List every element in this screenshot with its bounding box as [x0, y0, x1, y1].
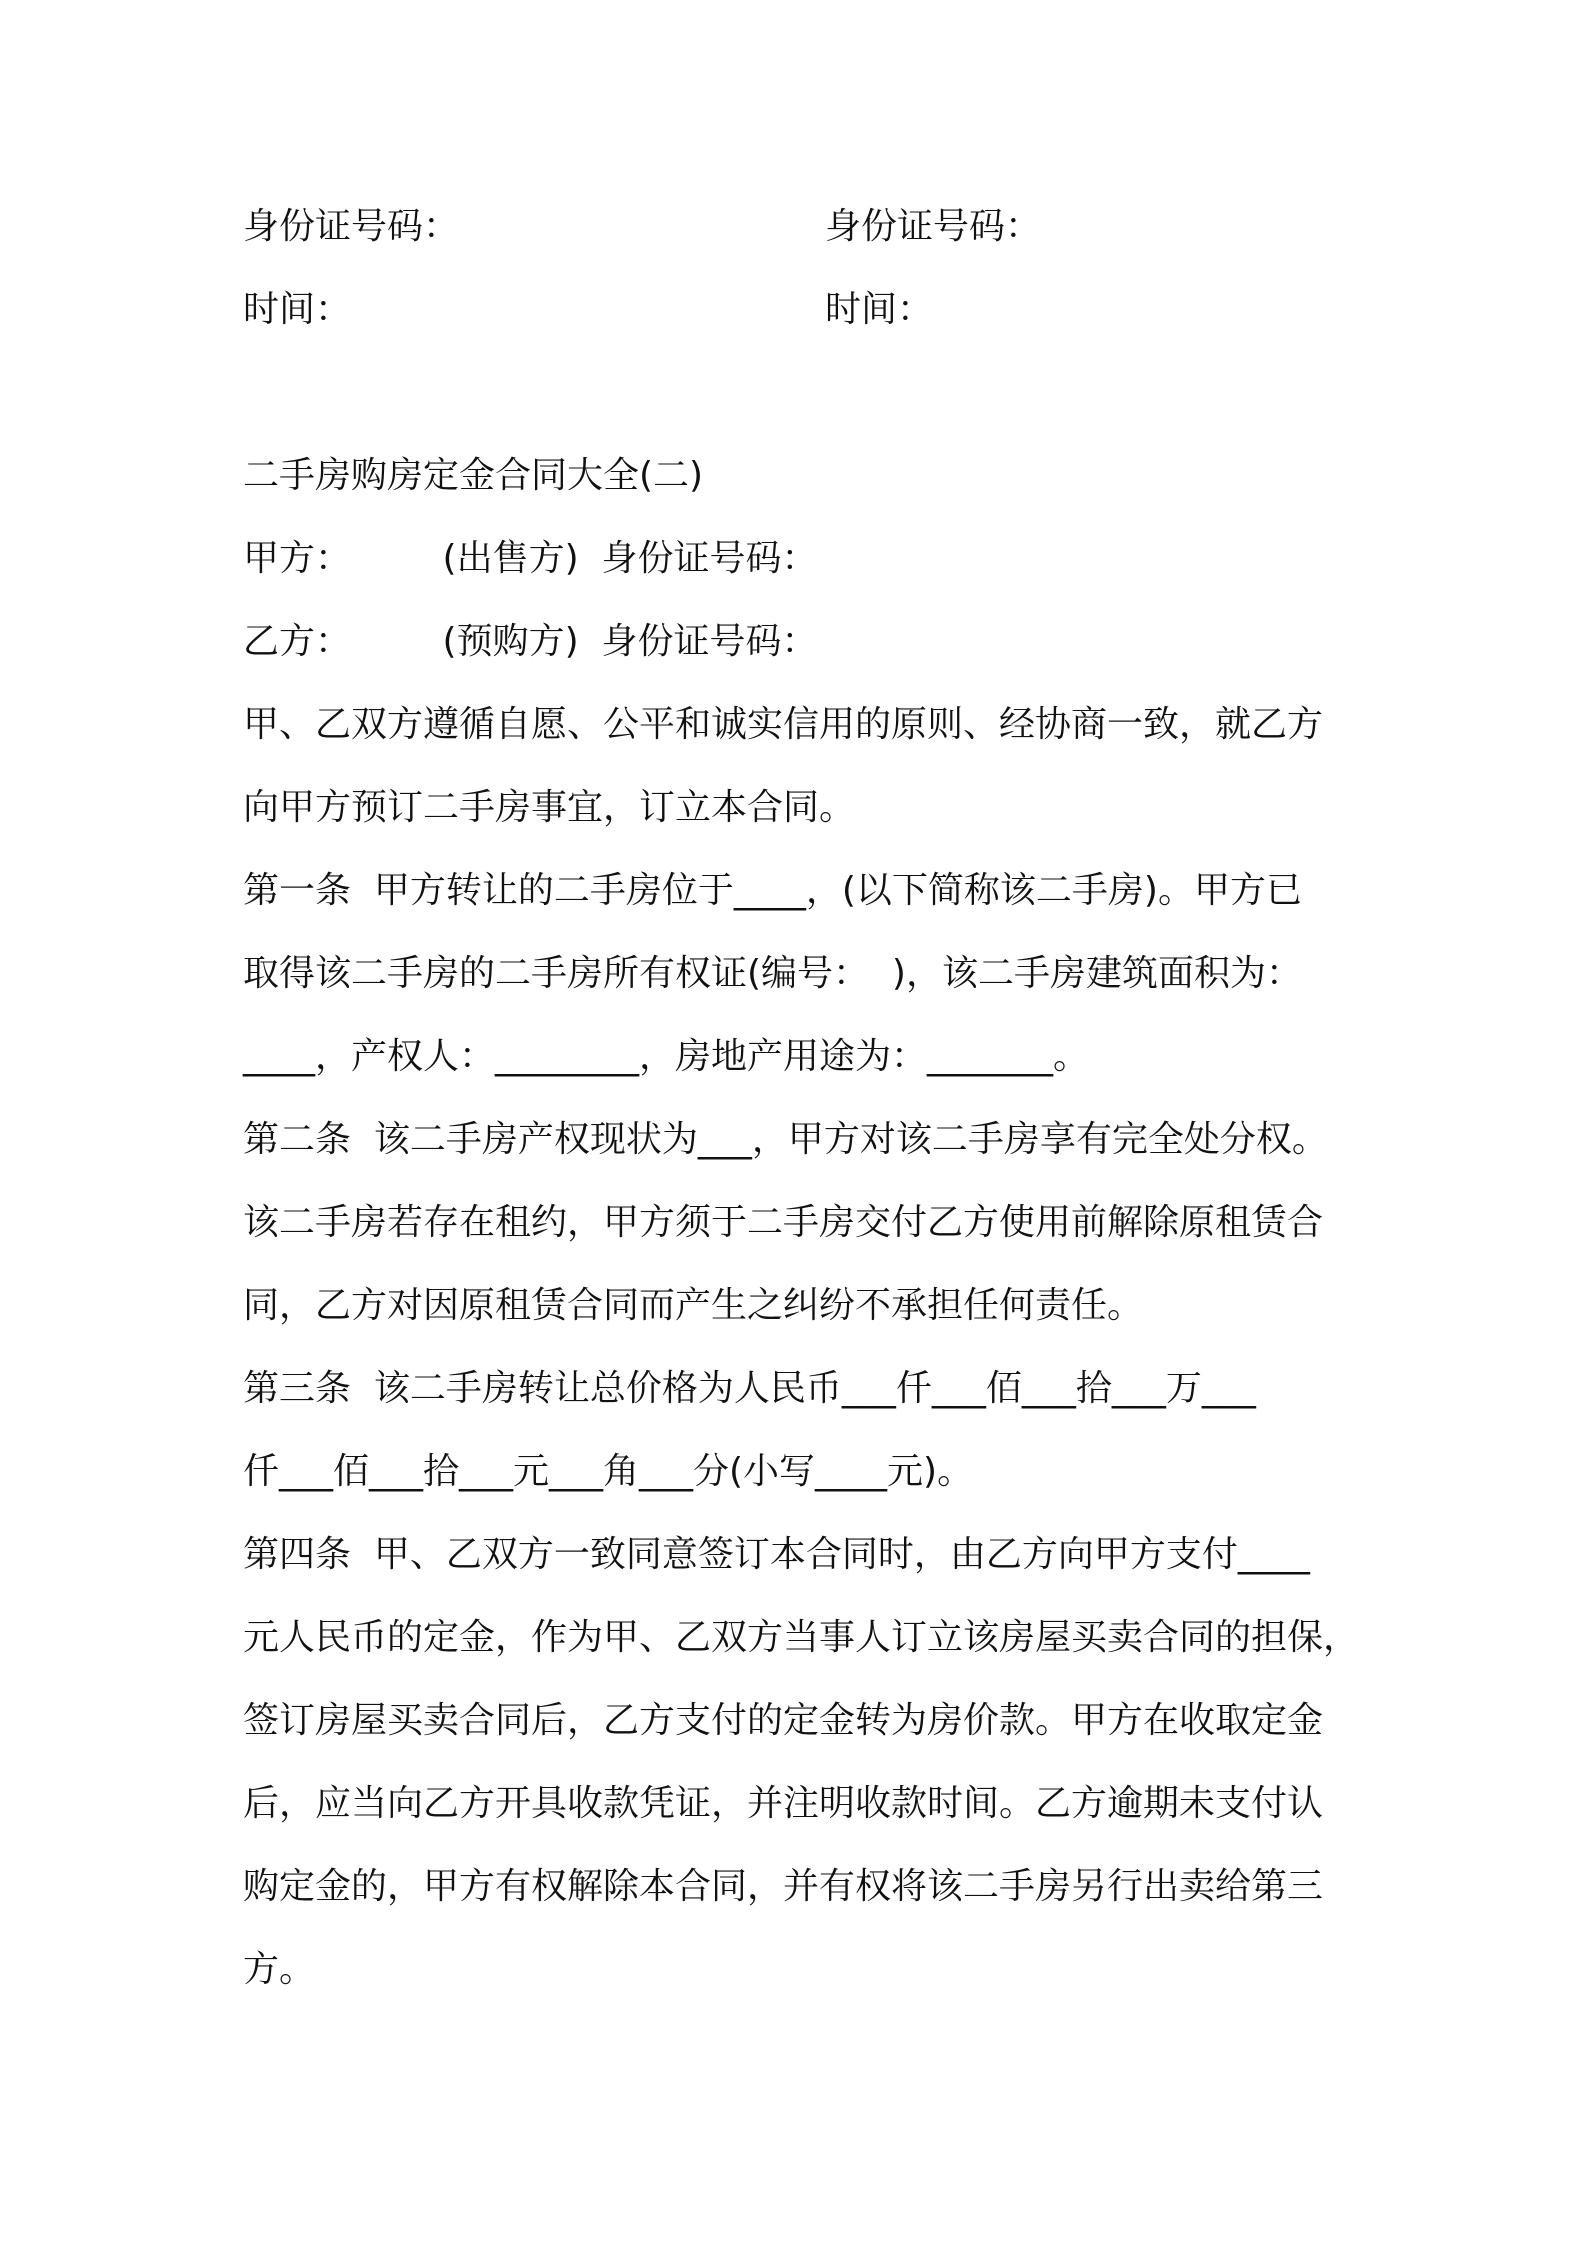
- body-line: 元人民币的定金，作为甲、乙双方当事人订立该房屋买卖合同的担保，: [243, 1617, 1360, 1658]
- article-1-line: 第一条 甲方转让的二手房位于____，(以下简称该二手房)。甲方已: [243, 870, 1302, 911]
- party-b-line: 乙方： (预购方) 身份证号码：: [243, 621, 818, 662]
- body-line: 签订房屋买卖合同后，乙方支付的定金转为房价款。甲方在收取定金: [243, 1700, 1324, 1741]
- body-line: 该二手房若存在租约，甲方须于二手房交付乙方使用前解除原租赁合: [243, 1202, 1324, 1243]
- body-line: ____，产权人：________，房地产用途为：_______。: [243, 1036, 1090, 1077]
- seller-id-label: 身份证号码：: [243, 206, 460, 247]
- body-line: 同，乙方对因原租赁合同而产生之纠纷不承担任何责任。: [243, 1285, 1144, 1326]
- body-line: 后，应当向乙方开具收款凭证，并注明收款时间。乙方逾期未支付认: [243, 1783, 1324, 1824]
- party-a-line: 甲方： (出售方) 身份证号码：: [243, 538, 818, 579]
- body-line: 仟___佰___拾___元___角___分(小写____元)。: [243, 1451, 974, 1492]
- body-line: 甲、乙双方遵循自愿、公平和诚实信用的原则、经协商一致，就乙方: [243, 704, 1324, 745]
- body-line: 向甲方预订二手房事宜，订立本合同。: [243, 787, 856, 828]
- buyer-id-label: 身份证号码：: [825, 206, 1042, 247]
- buyer-time-label: 时间：: [825, 289, 934, 330]
- article-2-line: 第二条 该二手房产权现状为___，甲方对该二手房享有完全处分权。: [243, 1119, 1328, 1160]
- article-4-line: 第四条 甲、乙双方一致同意签订本合同时，由乙方向甲方支付____: [243, 1534, 1310, 1575]
- article-3-line: 第三条 该二手房转让总价格为人民币___仟___佰___拾___万___: [243, 1368, 1256, 1409]
- body-line: 取得该二手房的二手房所有权证(编号： )，该二手房建筑面积为：: [243, 953, 1302, 994]
- document-title: 二手房购房定金合同大全(二): [243, 455, 704, 496]
- body-line: 方。: [243, 1949, 316, 1990]
- body-line: 购定金的，甲方有权解除本合同，并有权将该二手房另行出卖给第三: [243, 1866, 1324, 1907]
- seller-time-label: 时间：: [243, 289, 352, 330]
